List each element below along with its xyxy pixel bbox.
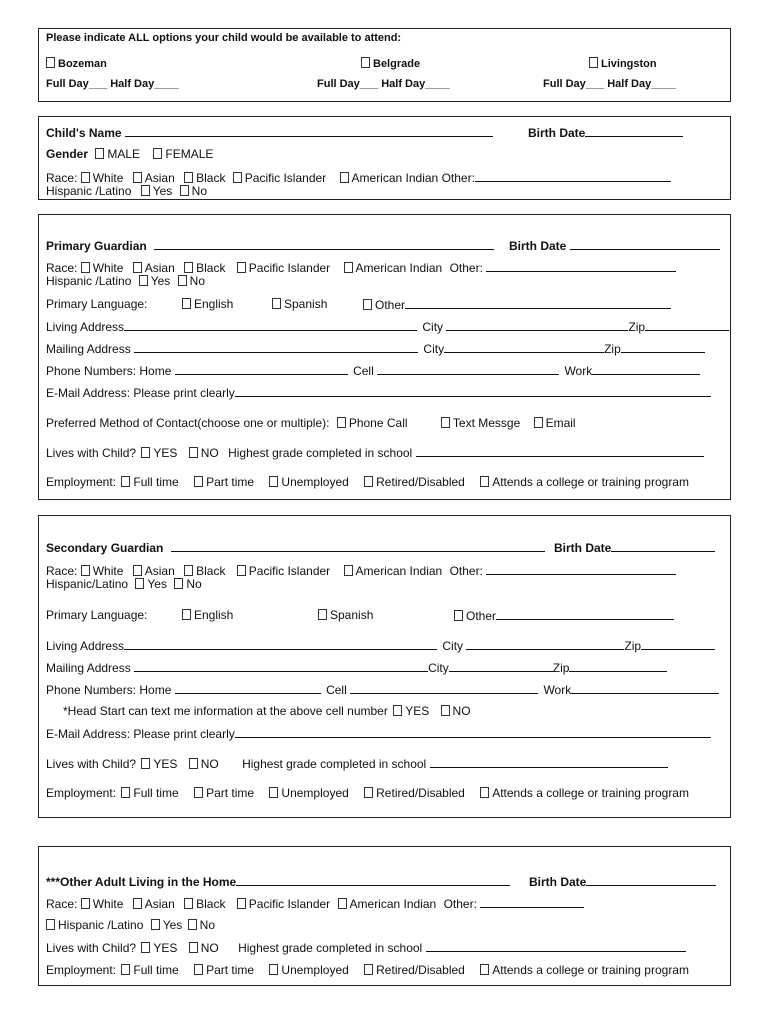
primary-lives-with-row[interactable]: Lives with Child? YES NO Highest grade completed in school [46, 445, 704, 460]
part-time-checkbox[interactable] [194, 476, 203, 487]
home-phone-field[interactable] [175, 682, 321, 694]
hispanic-no-checkbox[interactable] [180, 185, 189, 196]
other-adult-name-field[interactable] [236, 874, 510, 886]
full-time-checkbox[interactable] [121, 787, 130, 798]
primary-hispanic-row[interactable]: Hispanic /Latino Yes No [46, 274, 205, 288]
hispanic-yes-checkbox[interactable] [151, 919, 160, 930]
living-city-field[interactable] [446, 319, 628, 331]
black-checkbox[interactable] [184, 565, 193, 576]
secondary-text-consent-row[interactable]: *Head Start can text me information at the above cell number YES NO [63, 704, 471, 718]
text-no-checkbox[interactable] [441, 705, 450, 716]
secondary-language-other[interactable]: Other [454, 608, 674, 623]
belgrade-day-options[interactable]: Full Day___ Half Day____ [317, 78, 450, 90]
secondary-living-address-row[interactable]: Living Address City Zip [46, 638, 715, 653]
college-checkbox[interactable] [480, 787, 489, 798]
living-zip-field[interactable] [645, 319, 729, 331]
black-checkbox[interactable] [184, 172, 193, 183]
mailing-address-field[interactable] [134, 341, 418, 353]
american-indian-checkbox[interactable] [338, 898, 347, 909]
lives-no-checkbox[interactable] [189, 758, 198, 769]
secondary-race-other-field[interactable] [486, 563, 676, 575]
secondary-birth-date-row[interactable]: Birth Date [554, 540, 715, 555]
male-checkbox[interactable] [95, 148, 104, 159]
secondary-email-row[interactable]: E-Mail Address: Please print clearly [46, 726, 711, 741]
white-checkbox[interactable] [81, 262, 90, 273]
other-adult-lives-with-row[interactable]: Lives with Child? YES NO Highest grade completed in school [46, 940, 686, 955]
secondary-lives-with-row[interactable]: Lives with Child? YES NO Highest grade completed in school [46, 756, 668, 771]
lives-no-checkbox[interactable] [189, 447, 198, 458]
secondary-language-other-field[interactable] [496, 608, 674, 620]
other-adult-name-row[interactable]: ***Other Adult Living in the Home [46, 874, 510, 889]
work-phone-field[interactable] [571, 682, 719, 694]
primary-guardian-name-field[interactable] [154, 238, 494, 250]
primary-guardian-name-row[interactable]: Primary Guardian [46, 238, 494, 253]
mailing-city-field[interactable] [449, 660, 553, 672]
living-address-field[interactable] [124, 319, 417, 331]
phone-call-checkbox[interactable] [337, 417, 346, 428]
mailing-address-field[interactable] [134, 660, 428, 672]
child-hispanic-row[interactable]: Hispanic /Latino Yes No [46, 184, 207, 198]
grade-field[interactable] [416, 445, 704, 457]
pacific-checkbox[interactable] [237, 898, 246, 909]
white-checkbox[interactable] [81, 565, 90, 576]
bozeman-checkbox[interactable] [46, 57, 55, 68]
other-checkbox[interactable] [454, 610, 463, 621]
other-adult-birth-date-row[interactable]: Birth Date [529, 874, 716, 889]
location-bozeman[interactable]: Bozeman [46, 57, 107, 71]
retired-checkbox[interactable] [364, 964, 373, 975]
secondary-phone-row[interactable]: Phone Numbers: Home Cell Work [46, 682, 719, 697]
lives-yes-checkbox[interactable] [141, 447, 150, 458]
primary-living-address-row[interactable]: Living Address City Zip [46, 319, 729, 334]
hispanic-checkbox[interactable] [46, 919, 55, 930]
secondary-guardian-name-row[interactable]: Secondary Guardian [46, 540, 545, 555]
primary-race-row[interactable]: Race: White Asian Black Pacific Islander American Indian Other: [46, 260, 676, 275]
secondary-hispanic-row[interactable]: Hispanic/Latino Yes No [46, 577, 202, 591]
unemployed-checkbox[interactable] [269, 476, 278, 487]
location-livingston[interactable]: Livingston [589, 57, 657, 71]
child-birth-date-field[interactable] [585, 125, 683, 137]
asian-checkbox[interactable] [133, 262, 142, 273]
secondary-guardian-section [38, 515, 731, 818]
primary-phone-row[interactable]: Phone Numbers: Home Cell Work [46, 363, 700, 378]
retired-checkbox[interactable] [364, 787, 373, 798]
primary-birth-date-row[interactable]: Birth Date [509, 238, 720, 253]
email-field[interactable] [235, 385, 711, 397]
retired-checkbox[interactable] [364, 476, 373, 487]
english-checkbox[interactable] [182, 298, 191, 309]
mailing-city-field[interactable] [444, 341, 604, 353]
full-time-checkbox[interactable] [121, 964, 130, 975]
other-adult-birth-date-field[interactable] [586, 874, 716, 886]
availability-heading: Please indicate ALL options your child would be available to attend: [46, 32, 402, 44]
work-phone-field[interactable] [592, 363, 700, 375]
other-adult-race-other-field[interactable] [480, 896, 584, 908]
child-section [38, 116, 731, 200]
secondary-mailing-address-row[interactable]: Mailing Address City Zip [46, 660, 667, 675]
child-name-label: Child's Name [46, 126, 122, 140]
english-checkbox[interactable] [182, 609, 191, 620]
primary-guardian-section [38, 214, 731, 500]
mailing-zip-field[interactable] [569, 660, 667, 672]
primary-employment-row[interactable]: Employment: Full time Part time Unemployed Retired/Disabled Attends a college or training program [46, 475, 689, 489]
american-indian-checkbox[interactable] [344, 565, 353, 576]
child-birth-date-row[interactable]: Birth Date [528, 125, 683, 140]
hispanic-yes-checkbox[interactable] [139, 275, 148, 286]
american-indian-checkbox[interactable] [344, 262, 353, 273]
email-checkbox[interactable] [534, 417, 543, 428]
child-race-row[interactable]: Race: White Asian Black Pacific Islander American Indian Other: [46, 170, 671, 185]
asian-checkbox[interactable] [133, 565, 142, 576]
grade-field[interactable] [430, 756, 668, 768]
other-adult-hispanic-row[interactable]: Hispanic /Latino Yes No [46, 918, 215, 932]
other-checkbox[interactable] [363, 299, 372, 310]
child-name-field[interactable] [125, 125, 493, 137]
child-race-other-field[interactable] [475, 170, 671, 182]
secondary-employment-row[interactable]: Employment: Full time Part time Unemployed Retired/Disabled Attends a college or training program [46, 786, 689, 800]
hispanic-no-checkbox[interactable] [188, 919, 197, 930]
primary-mailing-address-row[interactable]: Mailing Address City Zip [46, 341, 705, 356]
primary-language-english[interactable]: English [182, 297, 233, 311]
secondary-language-english[interactable]: English [182, 608, 233, 622]
hispanic-no-checkbox[interactable] [174, 578, 183, 589]
primary-language-other-field[interactable] [405, 297, 671, 309]
primary-email-row[interactable]: E-Mail Address: Please print clearly [46, 385, 711, 400]
unemployed-checkbox[interactable] [269, 787, 278, 798]
livingston-day-options[interactable]: Full Day___ Half Day____ [543, 78, 676, 90]
cell-phone-field[interactable] [377, 363, 559, 375]
black-checkbox[interactable] [184, 898, 193, 909]
lives-no-checkbox[interactable] [189, 942, 198, 953]
belgrade-checkbox[interactable] [361, 57, 370, 68]
cell-phone-field[interactable] [350, 682, 538, 694]
living-address-field[interactable] [124, 638, 437, 650]
college-checkbox[interactable] [480, 476, 489, 487]
spanish-checkbox[interactable] [318, 609, 327, 620]
white-checkbox[interactable] [81, 172, 90, 183]
secondary-race-row[interactable]: Race: White Asian Black Pacific Islander American Indian Other: [46, 563, 676, 578]
living-zip-field[interactable] [641, 638, 715, 650]
part-time-checkbox[interactable] [194, 787, 203, 798]
primary-birth-date-field[interactable] [570, 238, 720, 250]
primary-race-other-field[interactable] [486, 260, 676, 272]
primary-language-other[interactable]: Other [363, 297, 671, 312]
secondary-language-label: Primary Language: [46, 608, 148, 622]
secondary-guardian-name-field[interactable] [171, 540, 545, 552]
other-adult-employment-row[interactable]: Employment: Full time Part time Unemployed Retired/Disabled Attends a college or training program [46, 963, 689, 977]
primary-contact-method-row[interactable]: Preferred Method of Contact(choose one or multiple): Phone Call Text Messge Email [46, 416, 576, 430]
location-belgrade[interactable]: Belgrade [361, 57, 420, 71]
other-adult-race-row[interactable]: Race: White Asian Black Pacific Islander American Indian Other: [46, 896, 584, 911]
female-checkbox[interactable] [153, 148, 162, 159]
hispanic-yes-checkbox[interactable] [135, 578, 144, 589]
email-field[interactable] [235, 726, 711, 738]
hispanic-yes-checkbox[interactable] [141, 185, 150, 196]
asian-checkbox[interactable] [133, 172, 142, 183]
grade-field[interactable] [426, 940, 686, 952]
text-message-checkbox[interactable] [441, 417, 450, 428]
lives-yes-checkbox[interactable] [141, 758, 150, 769]
child-gender-row[interactable]: Gender MALE FEMALE [46, 147, 214, 161]
livingston-checkbox[interactable] [589, 57, 598, 68]
pacific-checkbox[interactable] [237, 565, 246, 576]
secondary-language-spanish[interactable]: Spanish [318, 608, 373, 622]
asian-checkbox[interactable] [133, 898, 142, 909]
other-adult-section [38, 846, 731, 986]
text-yes-checkbox[interactable] [393, 705, 402, 716]
availability-section [38, 28, 731, 102]
american-indian-checkbox[interactable] [340, 172, 349, 183]
part-time-checkbox[interactable] [194, 964, 203, 975]
full-time-checkbox[interactable] [121, 476, 130, 487]
lives-yes-checkbox[interactable] [141, 942, 150, 953]
pacific-checkbox[interactable] [237, 262, 246, 273]
child-name-row[interactable] [46, 125, 493, 140]
living-city-field[interactable] [466, 638, 624, 650]
primary-language-spanish[interactable]: Spanish [272, 297, 327, 311]
bozeman-day-options[interactable]: Full Day___ Half Day____ [46, 78, 179, 90]
unemployed-checkbox[interactable] [269, 964, 278, 975]
mailing-zip-field[interactable] [621, 341, 705, 353]
black-checkbox[interactable] [184, 262, 193, 273]
pacific-checkbox[interactable] [233, 172, 242, 183]
primary-language-label: Primary Language: [46, 297, 148, 311]
spanish-checkbox[interactable] [272, 298, 281, 309]
secondary-birth-date-field[interactable] [611, 540, 715, 552]
college-checkbox[interactable] [480, 964, 489, 975]
home-phone-field[interactable] [175, 363, 348, 375]
hispanic-no-checkbox[interactable] [178, 275, 187, 286]
white-checkbox[interactable] [81, 898, 90, 909]
